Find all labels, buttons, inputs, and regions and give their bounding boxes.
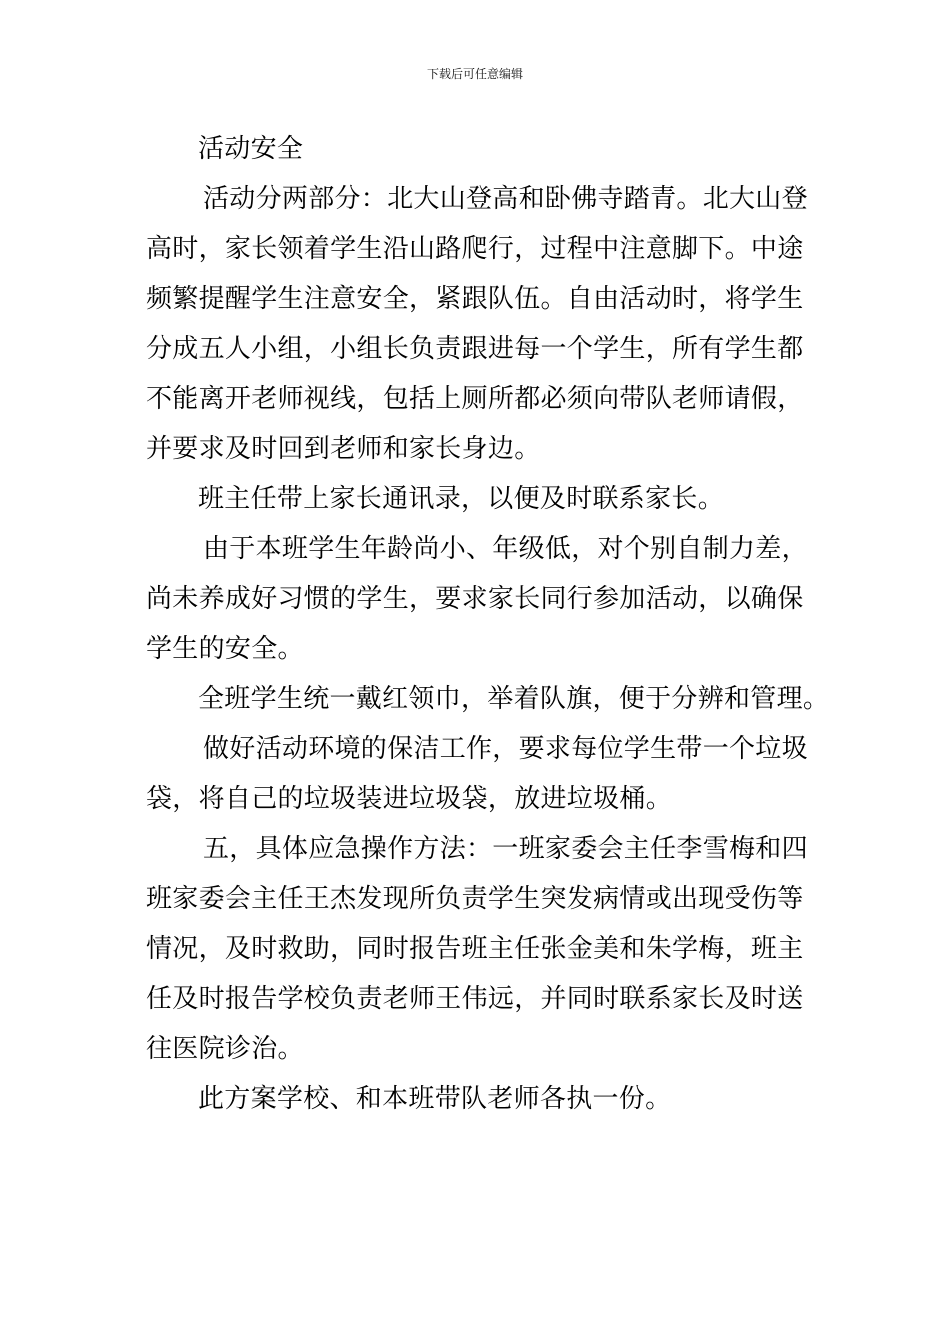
paragraph-line: 尚未养成好习惯的学生，要求家长同行参加活动，以确保 bbox=[146, 584, 804, 614]
paragraph-line: 由于本班学生年龄尚小、年级低，对个别自制力差， bbox=[203, 534, 808, 564]
paragraph-line: 高时，家长领着学生沿山路爬行，过程中注意脚下。中途 bbox=[146, 234, 804, 264]
paragraph-line: 不能离开老师视线，包括上厕所都必须向带队老师请假， bbox=[146, 384, 804, 414]
document-body bbox=[146, 124, 830, 1124]
paragraph-line: 学生的安全。 bbox=[146, 634, 304, 664]
paragraph-line: 班主任带上家长通讯录，以便及时联系家长。 bbox=[198, 484, 725, 514]
paragraph-line: 任及时报告学校负责老师王伟远，并同时联系家长及时送 bbox=[146, 984, 804, 1014]
section-heading: 活动安全 bbox=[198, 134, 304, 164]
paragraph-line: 袋，将自己的垃圾装进垃圾袋，放进垃圾桶。 bbox=[146, 784, 673, 814]
paragraph-line: 做好活动环境的保洁工作，要求每位学生带一个垃圾 bbox=[203, 734, 808, 764]
paragraph-line: 并要求及时回到老师和家长身边。 bbox=[146, 434, 541, 464]
paragraph-line: 此方案学校、和本班带队老师各执一份。 bbox=[198, 1084, 672, 1114]
paragraph-line: 情况，及时救助，同时报告班主任张金美和朱学梅，班主 bbox=[146, 934, 804, 964]
paragraph-line: 分成五人小组，小组长负责跟进每一个学生，所有学生都 bbox=[146, 334, 804, 364]
paragraph-line: 五，具体应急操作方法：一班家委会主任李雪梅和四 bbox=[203, 834, 808, 864]
paragraph-line: 活动分两部分：北大山登高和卧佛寺踏青。北大山登 bbox=[203, 184, 808, 214]
paragraph-line: 频繁提醒学生注意安全，紧跟队伍。自由活动时，将学生 bbox=[146, 284, 804, 314]
page-header: 下载后可任意编辑 bbox=[426, 67, 523, 81]
paragraph-line: 班家委会主任王杰发现所负责学生突发病情或出现受伤等 bbox=[146, 884, 804, 914]
paragraph-line: 往医院诊治。 bbox=[146, 1034, 304, 1064]
paragraph-line: 全班学生统一戴红领巾，举着队旗，便于分辨和管理。 bbox=[198, 684, 830, 714]
